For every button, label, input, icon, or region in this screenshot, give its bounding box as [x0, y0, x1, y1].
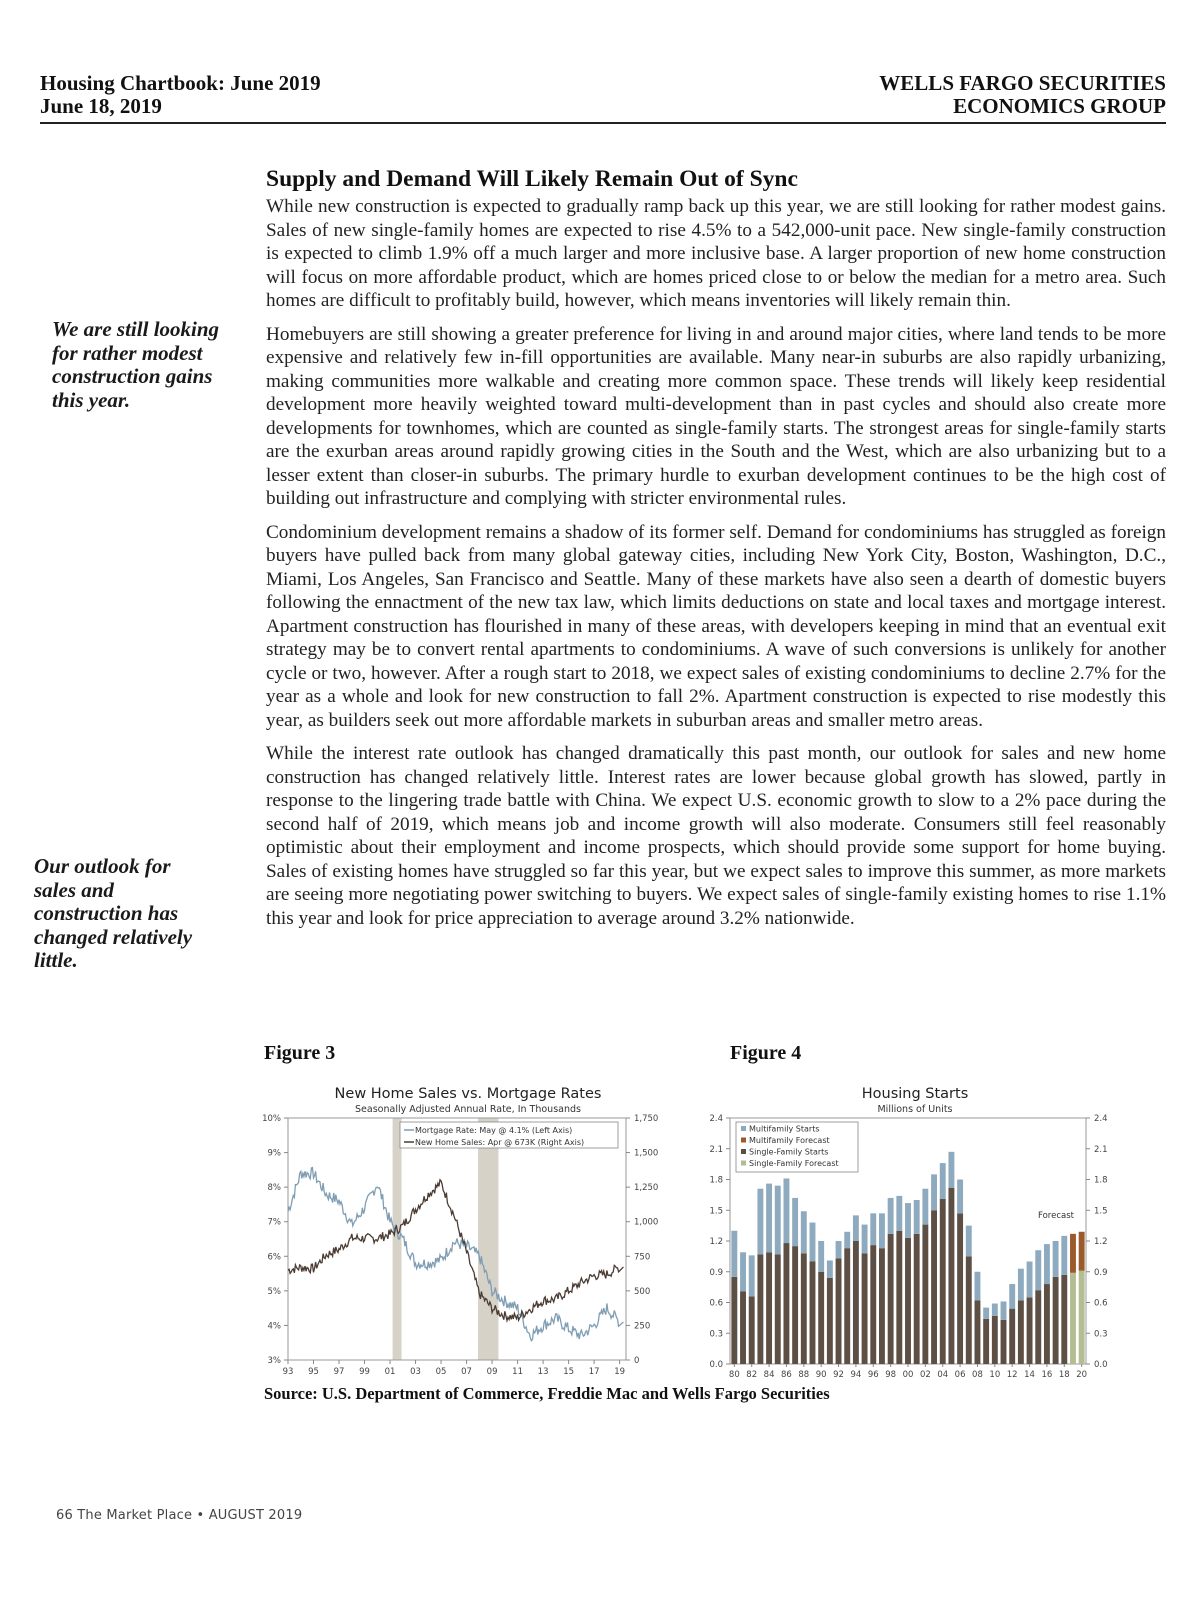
bar-segment	[957, 1180, 963, 1214]
bar-segment	[888, 1198, 894, 1234]
bar-segment	[1027, 1297, 1033, 1364]
bar-segment	[801, 1253, 807, 1364]
paragraph-4: While the interest rate outlook has changed dramatically this past month, our outlook for sales and new home construction has changed relatively little. Interest rates are lower because global growth has slowed, partly in response to the lingering trade battle with China. We expect U.S. economic growth to slow to a 2% pace during the second half of 2019, which means job and income growth will also moderate. Consumers still feel reasonably optimistic about their employment and income prospects, which should provide some support for home buying. Sales of existing homes have struggled so far this year, but we expect sales to improve this summer, as more markets are seeing more negotiating power switching to buyers. We expect sales of single-family existing homes to rise 1.1% this year and look for price appreciation to average around 3.2% nationwide.	[266, 743, 1166, 929]
header-right	[879, 72, 1166, 118]
svg-text:18: 18	[1058, 1370, 1070, 1380]
bar-segment	[749, 1255, 755, 1296]
bar-segment	[1070, 1234, 1076, 1273]
bar-segment	[975, 1300, 981, 1364]
bar-segment	[975, 1272, 981, 1301]
bar-segment	[870, 1213, 876, 1245]
svg-text:2.1: 2.1	[709, 1144, 723, 1155]
svg-text:Single-Family Forecast: Single-Family Forecast	[749, 1159, 839, 1168]
line-chart-plot	[258, 1084, 678, 1384]
bar-segment	[836, 1241, 842, 1258]
page-header	[40, 72, 1166, 124]
svg-text:0.9: 0.9	[709, 1267, 723, 1278]
svg-text:82: 82	[746, 1370, 758, 1380]
svg-text:90: 90	[815, 1370, 827, 1380]
svg-text:20: 20	[1076, 1370, 1088, 1380]
bar-segment	[966, 1226, 972, 1257]
bar-segment	[931, 1174, 937, 1210]
bar-segment	[1079, 1232, 1085, 1271]
bar-segment	[1061, 1236, 1067, 1275]
bar-segment	[1044, 1284, 1050, 1364]
svg-text:1.5: 1.5	[709, 1206, 723, 1217]
bar-segment	[827, 1260, 833, 1277]
bar-segment	[1035, 1290, 1041, 1364]
bar-segment	[749, 1296, 755, 1364]
bar-segment	[957, 1213, 963, 1364]
bar-segment	[783, 1178, 789, 1243]
svg-text:00: 00	[902, 1370, 914, 1380]
svg-text:0.0: 0.0	[1094, 1360, 1108, 1370]
sidenote-2: Our outlook for sales and construction has changed relatively little.	[34, 854, 193, 972]
svg-text:84: 84	[763, 1370, 775, 1380]
svg-text:99: 99	[359, 1367, 370, 1377]
bar-segment	[879, 1248, 885, 1364]
svg-text:1.2: 1.2	[709, 1237, 723, 1247]
svg-text:97: 97	[333, 1367, 345, 1377]
bar-segment	[766, 1184, 772, 1253]
chart-subtitle: Millions of Units	[877, 1104, 953, 1115]
bar-segment	[1061, 1275, 1067, 1364]
svg-text:04: 04	[937, 1370, 949, 1380]
svg-text:1.8: 1.8	[709, 1175, 723, 1186]
svg-text:92: 92	[833, 1370, 844, 1380]
svg-text:New Home Sales: Apr @ 673K (Ri: New Home Sales: Apr @ 673K (Right Axis)	[415, 1138, 585, 1147]
report-title: Housing Chartbook: June 2019	[40, 71, 321, 95]
svg-text:0.6: 0.6	[709, 1298, 723, 1309]
svg-text:15: 15	[563, 1367, 575, 1377]
chart-legend	[400, 1122, 618, 1148]
bar-segment	[948, 1152, 954, 1188]
bar-segment	[740, 1252, 746, 1291]
svg-text:Multifamily Forecast: Multifamily Forecast	[749, 1136, 830, 1145]
svg-text:1,500: 1,500	[634, 1148, 659, 1159]
bar-segment	[827, 1278, 833, 1364]
bar-segment	[905, 1203, 911, 1238]
svg-text:1,000: 1,000	[634, 1217, 659, 1228]
bar-segment	[1044, 1244, 1050, 1284]
bar-segment	[983, 1308, 989, 1319]
figure-3-label: Figure 3	[264, 1042, 336, 1064]
svg-text:0.9: 0.9	[1094, 1267, 1108, 1278]
svg-text:86: 86	[781, 1370, 792, 1380]
bar-segment	[775, 1254, 781, 1364]
svg-text:1.2: 1.2	[1094, 1237, 1108, 1247]
chart-legend	[736, 1122, 858, 1172]
bar-segment	[792, 1198, 798, 1246]
svg-text:02: 02	[919, 1370, 931, 1380]
svg-text:8%: 8%	[267, 1183, 281, 1194]
svg-text:Single-Family Starts: Single-Family Starts	[749, 1147, 829, 1157]
bar-segment	[1018, 1269, 1024, 1301]
svg-text:07: 07	[461, 1367, 472, 1377]
svg-text:250: 250	[634, 1321, 651, 1332]
report-date: June 18, 2019	[40, 94, 162, 118]
svg-text:11: 11	[512, 1367, 523, 1377]
svg-text:09: 09	[486, 1367, 498, 1377]
svg-text:2.4: 2.4	[1094, 1114, 1108, 1124]
bar-segment	[836, 1258, 842, 1364]
svg-text:96: 96	[867, 1370, 879, 1380]
bar-segment	[818, 1241, 824, 1272]
bar-segment	[1070, 1273, 1076, 1364]
svg-text:7%: 7%	[267, 1217, 281, 1228]
bar-segment	[1001, 1301, 1007, 1319]
bar-segment	[922, 1225, 928, 1364]
svg-text:17: 17	[588, 1367, 600, 1377]
page-footer: 66 The Market Place • AUGUST 2019	[56, 1508, 303, 1523]
paragraph-2: Homebuyers are still showing a greater preference for living in and around major cities, where land tends to be more expensive and relatively few in-fill opportunities are available. Many near-in suburbs are also rapidly urbanizing, making communities more walkable and creating more common space. These trends will likely keep residential development more heavily weighted toward multi-development than in past cycles and should also create more developments for townhomes, which are counted as single-family starts. The strongest areas for single-family starts are the exurban areas around rapidly growing cities in the South and the West, which are also urbanizing but to a lesser extent than closer-in suburbs. The primary hurdle to exurban development continues to be the high cost of building out infrastructure and complying with stricter environmental rules.	[266, 323, 1166, 509]
bar-segment	[1053, 1241, 1059, 1277]
svg-text:2.1: 2.1	[1094, 1144, 1108, 1155]
svg-text:4%: 4%	[267, 1321, 281, 1332]
chart-subtitle: Seasonally Adjusted Annual Rate, In Thousands	[355, 1104, 581, 1115]
figure-4-chart	[700, 1084, 1130, 1384]
svg-text:1.8: 1.8	[1094, 1175, 1108, 1186]
svg-text:05: 05	[435, 1367, 447, 1377]
bar-segment	[810, 1262, 816, 1365]
bar-segment	[862, 1225, 868, 1254]
bar-segment	[844, 1232, 850, 1248]
svg-text:6%: 6%	[267, 1252, 281, 1263]
bar-segment	[853, 1241, 859, 1364]
bar-segment	[905, 1238, 911, 1364]
bar-segment	[783, 1243, 789, 1364]
figure-3-chart	[258, 1084, 678, 1384]
svg-text:94: 94	[850, 1370, 862, 1380]
svg-text:1,750: 1,750	[634, 1114, 659, 1124]
bar-segment	[940, 1163, 946, 1199]
svg-text:10%: 10%	[262, 1114, 281, 1124]
article-body	[266, 165, 1166, 940]
bar-segment	[740, 1291, 746, 1364]
mortgage-rate-line	[288, 1168, 623, 1341]
bar-segment	[801, 1211, 807, 1253]
bar-segment	[896, 1196, 902, 1231]
svg-text:01: 01	[384, 1367, 396, 1377]
bar-segment	[1027, 1262, 1033, 1298]
svg-text:06: 06	[954, 1370, 966, 1380]
bar-segment	[922, 1189, 928, 1225]
bar-segment	[966, 1256, 972, 1364]
svg-text:98: 98	[885, 1370, 897, 1380]
bar-segment	[1035, 1250, 1041, 1290]
svg-text:03: 03	[410, 1367, 421, 1377]
svg-text:19: 19	[614, 1367, 626, 1377]
bar-segment	[1018, 1300, 1024, 1364]
svg-text:750: 750	[634, 1252, 651, 1263]
paragraph-3: Condominium development remains a shadow of its former self. Demand for condominiums has struggled as foreign buyers have pulled back from many global gateway cities, including New York City, Boston, Washington, D.C., Miami, Los Angeles, San Francisco and Seattle. Many of these markets have also seen a dearth of domestic buyers following the ennactment of the new tax law, which limits deductions on state and local taxes and mortgage interest. Apartment construction has flourished in many of these areas, with developers keeping in mind that an eventual exit strategy may be to convert rental apartments to condominiums. A wave of such conversions is unlikely for another cycle or two, however. After a rough start to 2018, we expect sales of existing condominiums to decline 2.7% for the year as a whole and look for new construction to fall 2%. Apartment construction is expected to rise modestly this year, as builders seek out more affordable markets in suburban areas and smaller metro areas.	[266, 521, 1166, 731]
svg-text:0: 0	[634, 1356, 640, 1366]
bar-segment	[853, 1215, 859, 1241]
svg-text:1,250: 1,250	[634, 1183, 659, 1194]
bar-segment	[896, 1231, 902, 1364]
figure-source: Source: U.S. Department of Commerce, Freddie Mac and Wells Fargo Securities	[264, 1384, 830, 1403]
header-left	[40, 72, 321, 118]
svg-text:95: 95	[308, 1367, 319, 1377]
bar-segment	[1053, 1277, 1059, 1364]
bar-segment	[992, 1304, 998, 1316]
bar-segment	[757, 1254, 763, 1364]
bar-segment	[766, 1252, 772, 1364]
svg-text:2.4: 2.4	[709, 1114, 723, 1124]
recession-band	[478, 1118, 498, 1360]
bar-segment	[879, 1213, 885, 1248]
bar-segment	[992, 1316, 998, 1364]
forecast-annotation: Forecast	[1038, 1211, 1074, 1221]
sidenote-1: We are still looking for rather modest construction gains this year.	[52, 317, 220, 412]
svg-text:5%: 5%	[267, 1286, 281, 1297]
bar-segment	[731, 1277, 737, 1364]
bar-segment	[731, 1231, 737, 1277]
bar-segment	[844, 1248, 850, 1364]
bar-segment	[862, 1253, 868, 1364]
svg-text:88: 88	[798, 1370, 810, 1380]
bar-segment	[940, 1199, 946, 1364]
bar-segment	[1009, 1284, 1015, 1309]
bar-segment	[818, 1272, 824, 1364]
bar-segment	[1009, 1309, 1015, 1364]
bar-segment	[810, 1223, 816, 1262]
svg-text:Mortgage Rate: May @ 4.1% (Lef: Mortgage Rate: May @ 4.1% (Left Axis)	[415, 1126, 573, 1135]
svg-text:9%: 9%	[267, 1148, 281, 1159]
chart-title: Housing Starts	[861, 1086, 969, 1102]
svg-text:14: 14	[1024, 1370, 1035, 1380]
bar-segment	[914, 1200, 920, 1234]
bar-segment	[948, 1188, 954, 1364]
svg-text:08: 08	[972, 1370, 983, 1380]
bar-segment	[870, 1245, 876, 1364]
bar-segment	[983, 1319, 989, 1364]
svg-text:1.5: 1.5	[1094, 1206, 1108, 1217]
svg-text:3%: 3%	[267, 1356, 281, 1366]
bar-segment	[757, 1189, 763, 1255]
svg-text:Multifamily Starts: Multifamily Starts	[749, 1124, 820, 1134]
svg-text:13: 13	[537, 1367, 549, 1377]
org-name: WELLS FARGO SECURITIES	[879, 71, 1166, 95]
bar-segment	[775, 1186, 781, 1255]
paragraph-1: While new construction is expected to gradually ramp back up this year, we are still looking for rather modest gains. Sales of new single-family homes are expected to rise 4.5% to a 542,000-unit pace. New single-family construction is expected to climb 1.9% off a much larger and more inclusive base. A larger proportion of new home construction will focus on more affordable product, which are homes priced close to or below the median for a metro area. Such homes are difficult to profitably build, however, which means inventories will likely remain thin.	[266, 196, 1166, 311]
bar-segment	[914, 1234, 920, 1364]
svg-text:10: 10	[989, 1370, 1001, 1380]
svg-text:93: 93	[282, 1367, 294, 1377]
svg-text:12: 12	[1006, 1370, 1018, 1380]
bar-segment	[1001, 1320, 1007, 1364]
svg-text:500: 500	[634, 1286, 651, 1297]
svg-text:0.3: 0.3	[1094, 1329, 1108, 1340]
bar-segment	[931, 1210, 937, 1364]
article-heading: Supply and Demand Will Likely Remain Out of Sync	[266, 166, 798, 192]
svg-text:0.6: 0.6	[1094, 1298, 1108, 1309]
svg-text:0.0: 0.0	[709, 1360, 723, 1370]
svg-text:80: 80	[728, 1370, 740, 1380]
chart-title: New Home Sales vs. Mortgage Rates	[334, 1086, 602, 1102]
bar-segment	[1079, 1271, 1085, 1364]
svg-text:0.3: 0.3	[709, 1329, 723, 1340]
figure-4-label: Figure 4	[730, 1042, 802, 1064]
bar-segment	[792, 1246, 798, 1364]
bar-segment	[888, 1234, 894, 1364]
org-group: ECONOMICS GROUP	[953, 94, 1166, 118]
svg-text:16: 16	[1041, 1370, 1053, 1380]
bar-chart-plot	[700, 1084, 1130, 1384]
